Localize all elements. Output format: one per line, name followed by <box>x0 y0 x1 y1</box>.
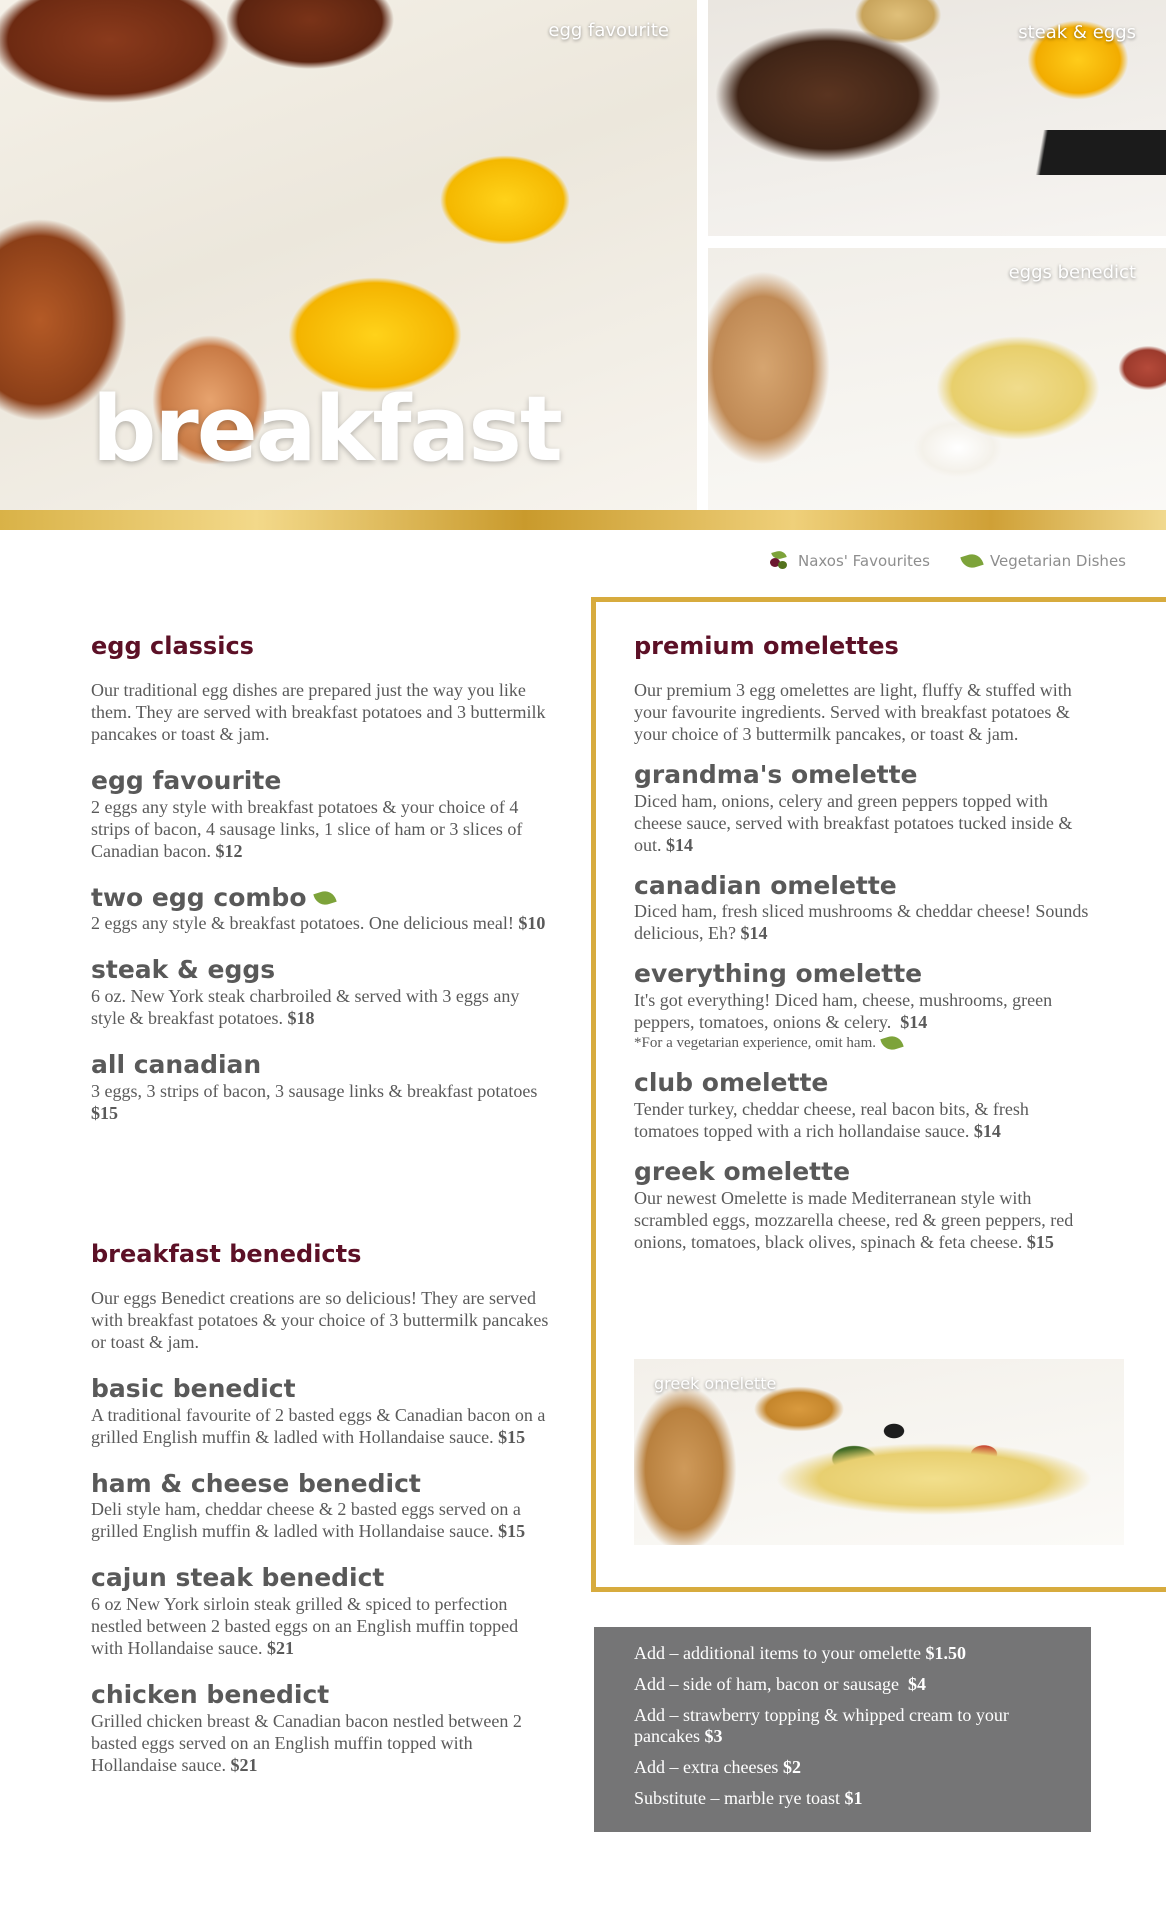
legend-favourites-label: Naxos' Favourites <box>797 552 930 570</box>
menu-item <box>91 1375 551 1448</box>
item-description: 6 oz New York sirloin steak grilled & spiced to perfection nestled between 2 basted eggs on an English muffin topped with Hollandaise sauce. $21 <box>91 1594 519 1659</box>
item-name: egg favourite <box>91 765 282 795</box>
photo-caption: steak & eggs <box>1018 22 1136 43</box>
item-price: $21 <box>266 1638 294 1659</box>
item-description: 2 eggs any style & breakfast potatoes. One delicious meal! $10 <box>91 913 546 934</box>
item-name: canadian omelette <box>634 870 897 900</box>
menu-item <box>91 1681 551 1776</box>
item-name: chicken benedict <box>91 1680 330 1710</box>
item-price: $14 <box>900 1012 928 1033</box>
item-price: $10 <box>518 913 546 934</box>
item-description: Tender turkey, cheddar cheese, real bacon bits, & fresh tomatoes topped with a rich hollandaise sauce. $14 <box>634 1098 1029 1141</box>
item-price: $15 <box>1026 1231 1054 1252</box>
menu-item <box>634 1158 1094 1253</box>
addon-item: Add – extra cheeses $2 <box>634 1757 801 1777</box>
item-price: $15 <box>498 1521 526 1542</box>
leaf-icon <box>880 1033 903 1052</box>
menu-item <box>91 956 551 1029</box>
legend <box>764 551 1126 571</box>
addon-item: Add – strawberry topping & whipped cream to your pancakes $3 <box>634 1705 1009 1746</box>
menu-item <box>634 872 1094 945</box>
item-name: steak & eggs <box>91 955 276 985</box>
item-name: two egg combo <box>91 882 307 912</box>
section-title: egg classics <box>91 632 254 660</box>
item-price: $14 <box>740 923 768 944</box>
item-name: all canadian <box>91 1050 262 1080</box>
leaf-icon <box>960 551 983 570</box>
addon-price: $1.50 <box>925 1643 966 1663</box>
hero-photo-eggs <box>0 0 697 510</box>
item-price: $21 <box>230 1754 258 1775</box>
addon-price: $2 <box>782 1757 801 1777</box>
page-title: breakfast <box>92 377 561 482</box>
addon-item: Add – additional items to your omelette $1.50 <box>634 1643 966 1663</box>
premium-omelettes-section <box>634 632 1094 1253</box>
photo-greek-omelette <box>634 1359 1124 1545</box>
item-name-row <box>91 884 551 913</box>
menu-item <box>91 884 551 935</box>
egg-classics-section <box>91 632 551 1124</box>
leaf-icon <box>313 888 336 907</box>
menu-item <box>91 1564 551 1659</box>
item-description: Diced ham, fresh sliced mushrooms & cheddar cheese! Sounds delicious, Eh? $14 <box>634 901 1089 944</box>
item-description: Grilled chicken breast & Canadian bacon nestled between 2 basted eggs served on an English muffin topped with Hollandaise sauce. $21 <box>91 1710 522 1775</box>
item-description: 2 eggs any style with breakfast potatoes & your choice of 4 strips of bacon, 4 sausage links, 1 slice of ham or 3 slices of Canadian bacon. $12 <box>91 796 523 861</box>
item-price: $14 <box>973 1120 1001 1141</box>
menu-item <box>91 1051 551 1124</box>
addons-box <box>594 1627 1091 1832</box>
menu-item <box>91 767 551 862</box>
photo-eggs-benedict <box>708 248 1166 510</box>
addon-price: $4 <box>907 1674 926 1694</box>
section-intro: Our premium 3 egg omelettes are light, fluffy & stuffed with your favourite ingredients. Served with breakfast potatoes & your choice of 3 buttermilk pancakes, or toast & jam. <box>634 679 1072 744</box>
menu-item <box>634 1069 1094 1142</box>
item-price: $15 <box>91 1102 118 1123</box>
item-price: $15 <box>498 1426 526 1447</box>
photo-caption: greek omelette <box>654 1374 777 1393</box>
item-name: grandma's omelette <box>634 759 918 789</box>
item-name: everything omelette <box>634 959 923 989</box>
addon-item: Substitute – marble rye toast $1 <box>634 1788 863 1808</box>
photo-caption: eggs benedict <box>1008 262 1136 283</box>
item-name: greek omelette <box>634 1156 851 1186</box>
item-description: Diced ham, onions, celery and green peppers topped with cheese sauce, served with breakfast potatoes tucked inside & out. $14 <box>634 790 1073 855</box>
olive-icon <box>764 551 790 571</box>
item-name: basic benedict <box>91 1373 296 1403</box>
photo-steak-and-eggs <box>708 0 1166 236</box>
legend-vegetarian-label: Vegetarian Dishes <box>989 552 1126 570</box>
item-description: A traditional favourite of 2 basted eggs & Canadian bacon on a grilled English muffin & ladled with Hollandaise sauce. $15 <box>91 1404 546 1447</box>
menu-item <box>634 960 1094 1053</box>
item-price: $18 <box>287 1008 315 1029</box>
addon-item: Add – side of ham, bacon or sausage $4 <box>634 1674 926 1694</box>
item-name: ham & cheese benedict <box>91 1468 421 1498</box>
section-title: premium omelettes <box>634 632 899 660</box>
item-description: Our newest Omelette is made Mediterranean style with scrambled eggs, mozzarella cheese, red & green peppers, red onions, tomatoes, black olives, spinach & feta cheese. $15 <box>634 1187 1074 1252</box>
item-price: $12 <box>215 840 243 861</box>
breakfast-benedicts-section <box>91 1240 551 1776</box>
item-description: 3 eggs, 3 strips of bacon, 3 sausage links & breakfast potatoes $15 <box>91 1080 538 1123</box>
item-name: club omelette <box>634 1068 829 1098</box>
section-intro: Our eggs Benedict creations are so delicious! They are served with breakfast potatoes & your choice of 3 buttermilk pancakes or toast & jam. <box>91 1287 549 1352</box>
section-title: breakfast benedicts <box>91 1240 362 1268</box>
item-note: *For a vegetarian experience, omit ham. <box>634 1033 1094 1053</box>
item-description: It's got everything! Diced ham, cheese, mushrooms, green peppers, tomatoes, onions & celery. $14 <box>634 990 1053 1033</box>
item-name: cajun steak benedict <box>91 1563 385 1593</box>
photo-caption: egg favourite <box>548 20 669 41</box>
item-description: 6 oz. New York steak charbroiled & served with 3 eggs any style & breakfast potatoes. $18 <box>91 986 520 1029</box>
addon-price: $1 <box>844 1788 863 1808</box>
item-price: $14 <box>666 834 694 855</box>
gold-divider <box>0 510 1166 530</box>
menu-item <box>634 761 1094 856</box>
menu-item <box>91 1470 551 1543</box>
addon-price: $3 <box>704 1726 723 1746</box>
section-intro: Our traditional egg dishes are prepared just the way you like them. They are served with breakfast potatoes and 3 buttermilk pancakes or toast & jam. <box>91 679 546 744</box>
item-description: Deli style ham, cheddar cheese & 2 basted eggs served on a grilled English muffin & ladled with Hollandaise sauce. $15 <box>91 1499 526 1542</box>
